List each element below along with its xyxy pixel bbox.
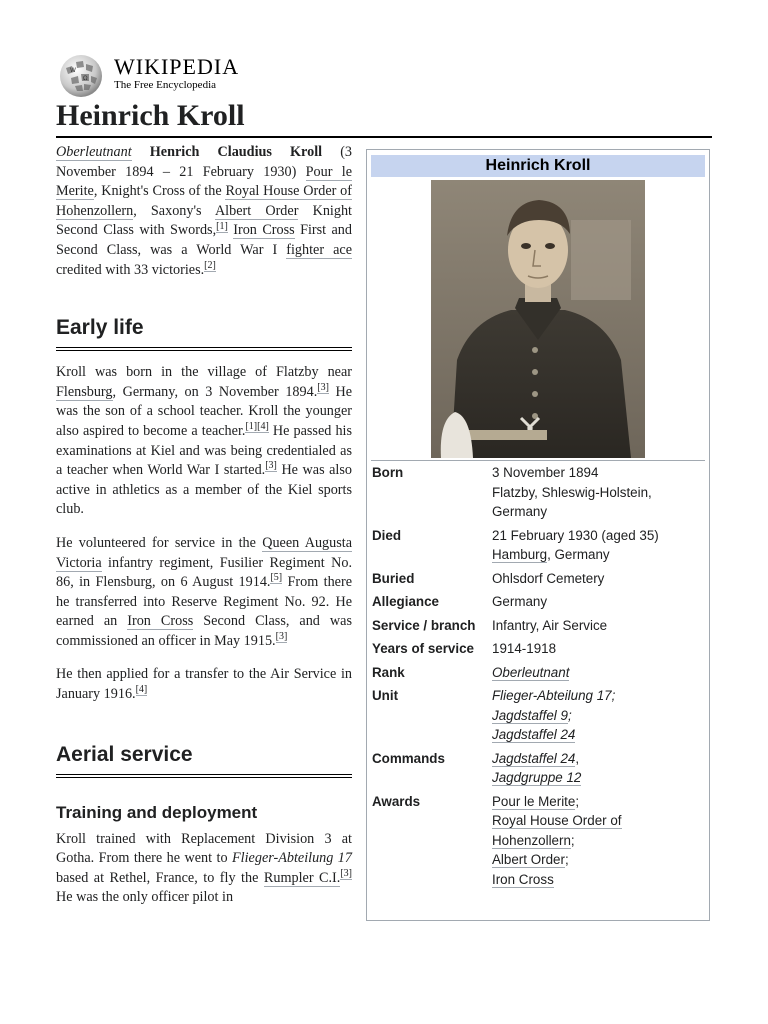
wordmark-tagline: The Free Encyclopedia xyxy=(114,79,217,91)
wikipedia-wordmark[interactable] xyxy=(114,56,239,92)
infobox-row-buried xyxy=(372,569,706,593)
infobox-row-rank xyxy=(372,663,706,687)
infobox-label: Years of service xyxy=(372,641,474,656)
text: , Germany xyxy=(547,547,610,562)
wikipedia-globe-icon[interactable] xyxy=(56,54,106,98)
text: , Saxony's xyxy=(133,202,215,219)
reference-1[interactable]: [1] xyxy=(216,220,228,232)
link-iron-cross[interactable]: Iron Cross xyxy=(233,222,295,239)
infobox-label: Born xyxy=(372,465,404,480)
reference-1[interactable]: [1] xyxy=(245,421,258,433)
text: He was the only officer pilot in xyxy=(56,889,234,906)
infobox-value: 1914-1918 xyxy=(492,641,557,656)
text: Kroll was born in the village of Flatzby near xyxy=(56,364,352,381)
reference-4[interactable]: [4] xyxy=(257,421,269,433)
infobox-row-died xyxy=(372,526,706,569)
reference-4[interactable]: [4] xyxy=(135,684,148,696)
text: From there he transferred into Reserve Regiment No. 92. He earned an xyxy=(56,574,352,630)
text: He was the son of a school teacher. Kroll the younger also aspired to become a teacher. xyxy=(56,383,353,439)
reference-3[interactable]: [3] xyxy=(317,382,329,394)
infobox-row-allegiance xyxy=(372,592,706,616)
subject-name: Henrich Claudius Kroll xyxy=(149,144,323,160)
infobox-label: Commands xyxy=(372,750,445,766)
born-date: 3 November 1894 xyxy=(492,465,599,480)
svg-text:W: W xyxy=(70,67,76,74)
text: He was also active in athletics as a member of the Kiel sports club. xyxy=(56,462,352,518)
link-albert-order[interactable]: Albert Order xyxy=(214,202,299,219)
text: Second Class, and was commissioned an officer in May 1915. xyxy=(56,613,352,649)
link-pour-le-merite[interactable]: Pour le Merite xyxy=(492,793,576,809)
link-oberleutnant[interactable]: Oberleutnant xyxy=(56,144,132,160)
link-jagdstaffel-24[interactable]: Jagdstaffel 24 xyxy=(492,727,576,742)
text: based at Rethel, France, to fly the xyxy=(56,869,264,886)
link-royal-house-order[interactable]: Royal House Order of Hohenzollern xyxy=(492,813,622,848)
born-place: Flatzby, Shleswig-Holstein, Germany xyxy=(492,484,652,519)
infobox-row-commands xyxy=(372,749,706,792)
text: Kroll trained with Replacement Division 3 at Gotha. From there he went to xyxy=(56,830,352,867)
link-pour-le-merite[interactable]: Pour le Merite xyxy=(56,163,352,200)
infobox-label: Awards xyxy=(372,793,421,809)
subsection-heading-training: Training and deployment xyxy=(56,802,258,822)
wordmark-title: WIKIPEDIA xyxy=(114,54,240,79)
section-heading-aerial-service: Aerial service xyxy=(56,742,352,778)
link-royal-house-order[interactable]: Royal House Order of Hohenzollern xyxy=(56,183,352,219)
link-fighter-ace[interactable]: fighter ace xyxy=(286,241,352,258)
article-body xyxy=(56,143,352,922)
link-jagdstaffel-24[interactable]: Jagdstaffel 24 xyxy=(492,750,576,766)
infobox-value xyxy=(492,463,706,526)
infobox-label: Service / branch xyxy=(372,617,476,633)
link-oberleutnant[interactable]: Oberleutnant xyxy=(492,664,570,680)
link-jagdstaffel-9[interactable]: Jagdstaffel 9 xyxy=(492,707,568,723)
reference-2[interactable]: [2] xyxy=(204,259,216,271)
infobox-value: Ohlsdorf Cemetery xyxy=(492,570,605,586)
text: He volunteered for service in the xyxy=(56,534,263,551)
infobox xyxy=(366,149,710,921)
svg-text:Ω: Ω xyxy=(83,75,88,82)
reference-3[interactable]: [3] xyxy=(265,460,277,472)
infobox-label: Died xyxy=(372,527,402,543)
infobox-value: Jagdstaffel 24, Jagdgruppe 12 xyxy=(492,750,582,785)
text: He then applied for a transfer to the Air Service in January 1916. xyxy=(56,666,352,703)
infobox-value: Flieger-Abteilung 17; Jagdstaffel 9; Jagdstaffel 24 xyxy=(492,686,706,749)
died-date: 21 February 1930 (aged 35) xyxy=(492,527,659,543)
link-flensburg[interactable]: Flensburg xyxy=(56,383,113,400)
early-life-paragraph-3 xyxy=(56,665,352,704)
infobox-value: Germany xyxy=(492,594,548,609)
intro-paragraph xyxy=(56,143,352,280)
died-place xyxy=(492,545,706,565)
infobox-label: Buried xyxy=(372,570,415,586)
text: Knight Second Class with Swords, xyxy=(56,202,352,239)
infobox-row-years xyxy=(372,639,706,663)
link-iron-cross[interactable]: Iron Cross xyxy=(127,613,194,630)
link-jagdgruppe-12[interactable]: Jagdgruppe 12 xyxy=(492,770,582,785)
link-queen-augusta-victoria[interactable]: Queen Augusta Victoria xyxy=(56,534,352,571)
link-rumpler-ci[interactable]: Rumpler C.I. xyxy=(263,869,341,886)
infobox-label: Rank xyxy=(372,664,405,680)
infobox-row-service xyxy=(372,616,706,640)
unit-item: Flieger-Abteilung 17; xyxy=(492,688,616,703)
infobox-label: Unit xyxy=(372,688,399,703)
reference-5[interactable]: [5] xyxy=(270,572,283,584)
link-iron-cross[interactable]: Iron Cross xyxy=(492,871,554,887)
infobox-value xyxy=(492,526,706,569)
text: , Germany, on 3 November 1894. xyxy=(112,383,318,400)
early-life-paragraph-2 xyxy=(56,534,352,652)
early-life-paragraph-1 xyxy=(56,363,352,520)
reference-3[interactable]: [3] xyxy=(275,631,288,643)
portrait-photo[interactable] xyxy=(431,180,645,458)
text: , Knight's Cross of the xyxy=(93,183,226,200)
infobox-value xyxy=(492,663,706,687)
infobox-value: Infantry, Air Service xyxy=(492,617,608,633)
reference-3[interactable]: [3] xyxy=(340,868,352,880)
infobox-label: Allegiance xyxy=(372,594,439,609)
text: (3 November 1894 – 21 February 1930) xyxy=(56,144,353,180)
page-title: Heinrich Kroll xyxy=(56,96,712,138)
link-hamburg[interactable]: Hamburg xyxy=(492,547,548,562)
infobox-divider xyxy=(371,460,705,461)
infobox-row-born xyxy=(372,463,706,526)
text: credited with 33 victories. xyxy=(56,261,205,278)
infobox-row-unit xyxy=(372,686,706,749)
infobox-row-awards xyxy=(372,792,706,894)
infobox-value: Pour le Merite; Royal House Order of Hohenzollern; Albert Order; Iron Cross xyxy=(492,793,622,887)
text: First and Second Class, was a World War I xyxy=(56,222,352,258)
infobox-table xyxy=(372,463,706,893)
aerial-service-paragraph-1 xyxy=(56,830,352,908)
text: infantry regiment, Fusilier Regiment No. 86, in Flensburg, on 6 August 1914. xyxy=(56,554,352,591)
section-heading-early-life: Early life xyxy=(56,315,352,351)
text: He passed his examinations at Kiel and was being credentialed as a teacher when World War I started. xyxy=(56,422,352,479)
unit-name: Flieger-Abteilung 17 xyxy=(232,850,352,867)
infobox-title: Heinrich Kroll xyxy=(371,155,705,177)
link-albert-order[interactable]: Albert Order xyxy=(492,852,565,867)
